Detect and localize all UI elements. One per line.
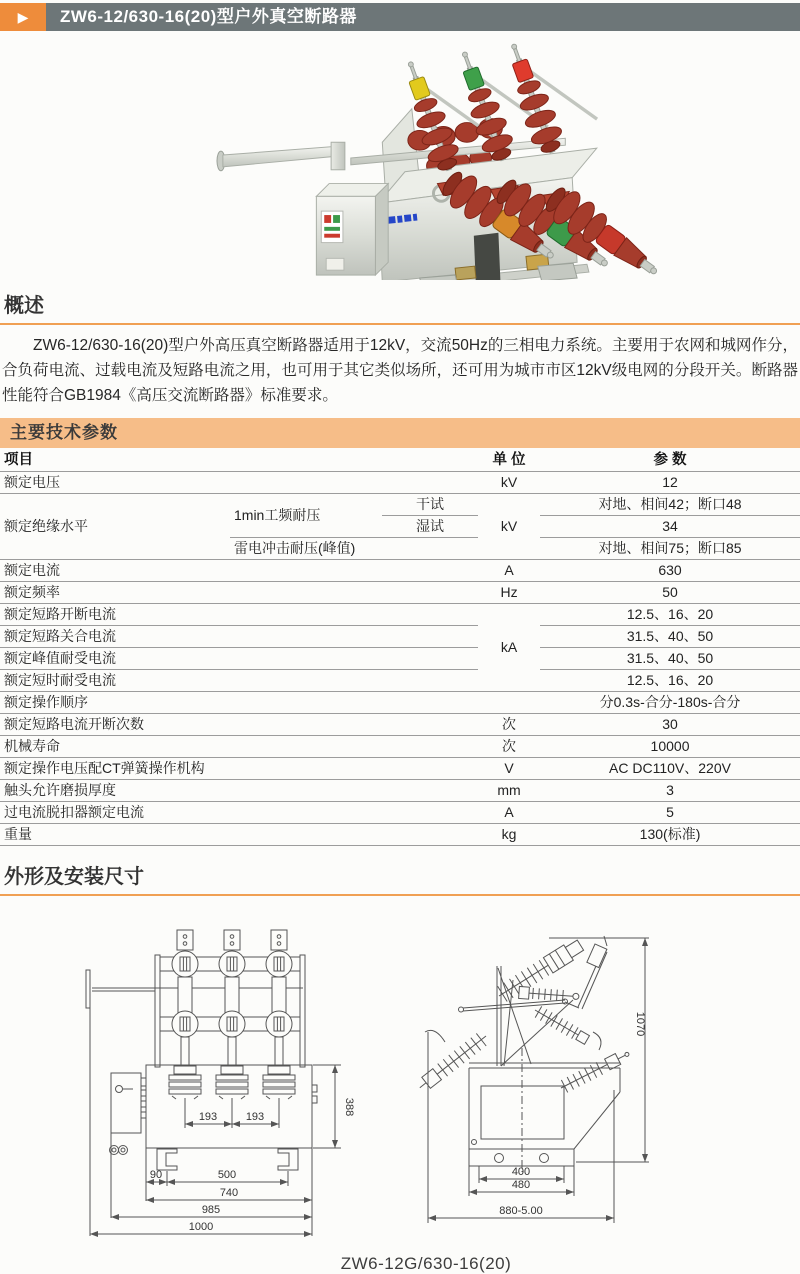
row-rated-current: 额定电流 A 630	[0, 560, 800, 582]
figure-caption: ZW6-12G/630-16(20)	[340, 1254, 512, 1274]
overview-title: 概述	[0, 289, 800, 325]
svg-text:880-5.00: 880-5.00	[498, 1205, 543, 1218]
mechanism-cabinet	[109, 1073, 146, 1155]
page-title: ZW6-12/630-16(20)型户外真空断路器	[46, 3, 800, 31]
lower-left-insulator	[414, 1030, 490, 1094]
row-making-current: 额定短路关合电流 31.5、40、50	[0, 626, 800, 648]
specs-section-bar: 主要技术参数	[0, 418, 800, 448]
row-insulation-wet: 湿试 34	[0, 516, 800, 538]
phase-cap-yellow	[409, 76, 431, 100]
row-operating-sequence: 额定操作顺序 分0.3s-合分-180s-合分	[0, 692, 800, 714]
svg-text:1070: 1070	[633, 1012, 646, 1037]
overview-body: ZW6-12/630-16(20)型户外高压真空断路器适用于12kV，交流50Hz的三相电力系统。主要用于农网和城网作分，合负荷电流、过载电流及短路电流之用，也可用于其它类似场所，还可用为城市市区12kV级电网的分段开关。断路器性能符合GB1984《高压交流断路器》标准要求。	[2, 337, 798, 405]
row-rated-frequency: 额定频率 Hz 50	[0, 582, 800, 604]
pole-assembly-1	[172, 930, 198, 1065]
phase-cap-green	[463, 67, 485, 91]
svg-text:193: 193	[245, 1111, 264, 1124]
svg-text:400: 400	[511, 1166, 530, 1179]
svg-text:1000: 1000	[188, 1221, 213, 1234]
section-overview	[0, 289, 800, 408]
row-insulation-impulse: 雷电冲击耐压(峰值) 对地、相间75；断口85	[0, 538, 800, 560]
row-overcurrent-release: 过电流脱扣器额定电流 A 5	[0, 802, 800, 824]
row-breaking-operations: 额定短路电流开断次数 次 30	[0, 714, 800, 736]
header-bullet-box	[0, 3, 46, 31]
row-peak-withstand: 额定峰值耐受电流 31.5、40、50	[0, 648, 800, 670]
row-weight: 重量 kg 130(标准)	[0, 824, 800, 846]
dimensions-section-title: 外形及安装尺寸	[0, 860, 800, 896]
figure-front-view	[55, 920, 395, 1252]
row-contact-wear: 触头允许磨损厚度 mm 3	[0, 780, 800, 802]
col-param: 参 数	[540, 450, 800, 472]
support-insulators	[169, 1066, 295, 1099]
product-photo	[0, 31, 800, 283]
row-short-time-withstand: 额定短时耐受电流 12.5、16、20	[0, 670, 800, 692]
manual-operating-beam	[217, 142, 345, 171]
specs-header-row	[0, 450, 800, 472]
svg-text:740: 740	[219, 1187, 238, 1200]
tank-slot	[474, 233, 501, 280]
svg-text:480: 480	[511, 1179, 530, 1192]
page-header	[0, 3, 800, 31]
small-horizontal-insulator	[518, 987, 579, 1003]
svg-text:985: 985	[201, 1204, 220, 1217]
pole-assembly-3	[266, 930, 292, 1065]
col-unit: 单 位	[478, 450, 540, 472]
lower-right-insulator	[557, 1048, 631, 1095]
play-icon: ▶	[17, 8, 29, 25]
specs-table	[0, 450, 800, 846]
small-plate	[455, 266, 476, 280]
pole-column-3	[499, 34, 603, 157]
svg-text:388: 388	[342, 1098, 355, 1117]
svg-text:500: 500	[217, 1169, 236, 1182]
row-mechanical-life: 机械寿命 次 10000	[0, 736, 800, 758]
cabinet-plate	[326, 258, 344, 270]
breaker-photo-illustration	[120, 34, 680, 280]
col-item: 项目	[0, 450, 478, 472]
side-body	[469, 1048, 620, 1172]
figure-side-view	[401, 920, 746, 1252]
row-operating-voltage: 额定操作电压配CT弹簧操作机构 V AC DC110V、220V	[0, 758, 800, 780]
control-cabinet	[316, 184, 388, 276]
side-frame	[497, 966, 573, 1066]
side-dimensions	[428, 938, 649, 1223]
dimension-figures	[0, 920, 800, 1252]
link-rod	[425, 999, 579, 1042]
row-rated-voltage: 额定电压 kV 12	[0, 472, 800, 494]
row-insulation-dry: 额定绝缘水平 1min工频耐压 干试 kV 对地、相间42；断口48	[0, 494, 800, 516]
row-breaking-current: 额定短路开断电流 kA 12.5、16、20	[0, 604, 800, 626]
svg-text:193: 193	[198, 1111, 217, 1124]
svg-text:90: 90	[149, 1169, 162, 1182]
phase-cap-red	[512, 59, 534, 83]
pole-assembly-2	[219, 930, 245, 1065]
channel-feet	[157, 1149, 298, 1170]
